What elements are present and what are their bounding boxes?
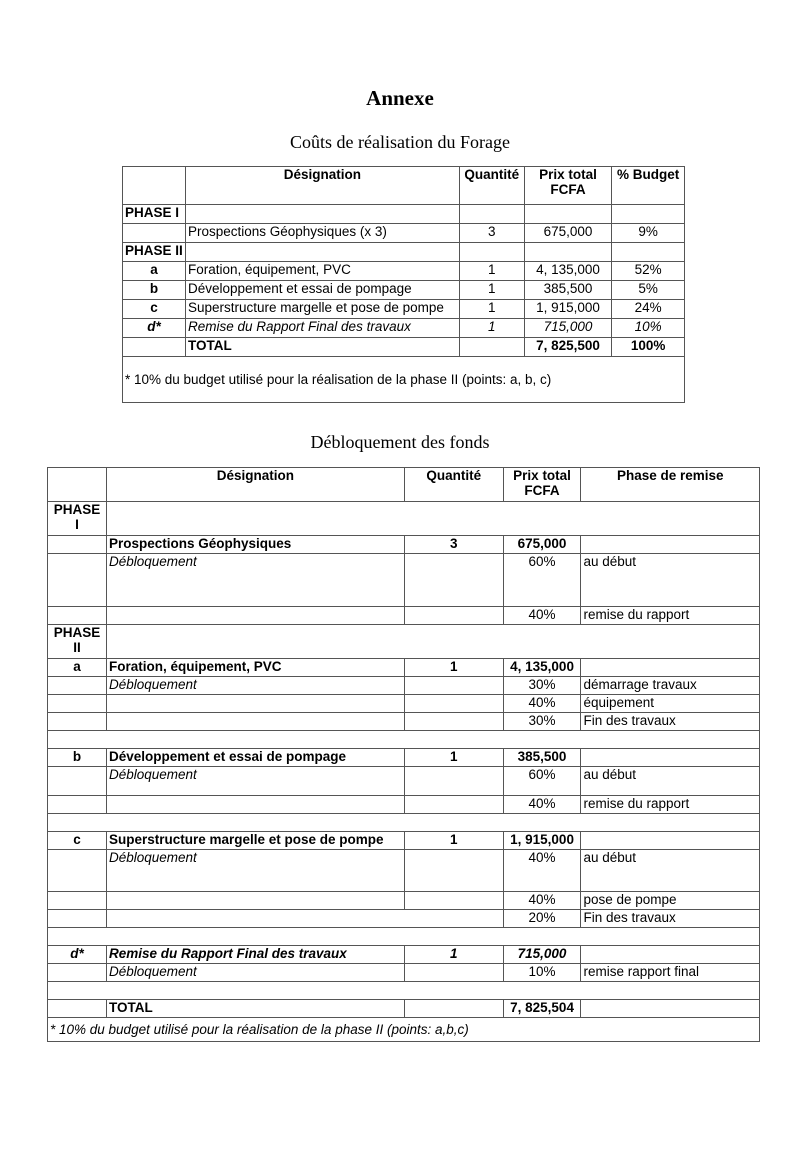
- tranche-row: [48, 554, 760, 607]
- spacer-row: [48, 928, 760, 946]
- header-budget: % Budget: [612, 167, 685, 205]
- row-qty: 1: [459, 281, 524, 300]
- row-qty: 1: [459, 300, 524, 319]
- item-code: b: [48, 749, 107, 767]
- item-price: 715,000: [503, 946, 581, 964]
- debloquement-label: Débloquement: [106, 554, 404, 607]
- tranche-row: [48, 796, 760, 814]
- tranche-row: [48, 850, 760, 892]
- document-title: Annexe: [366, 86, 434, 110]
- row-pct: 10%: [612, 319, 685, 338]
- item-label: Prospections Géophysiques: [106, 536, 404, 554]
- row-price: 385,500: [524, 281, 612, 300]
- row-price: 675,000: [524, 224, 612, 243]
- spacer-row: [48, 814, 760, 832]
- row-pct: 24%: [612, 300, 685, 319]
- row-label: Foration, équipement, PVC: [185, 262, 459, 281]
- table-row: [123, 319, 685, 338]
- header-designation: Désignation: [185, 167, 459, 205]
- tranche-when: équipement: [581, 695, 760, 713]
- row-pct: 9%: [612, 224, 685, 243]
- item-qty: 1: [404, 749, 503, 767]
- row-price: 4, 135,000: [524, 262, 612, 281]
- phase-label: PHASE I: [123, 205, 186, 224]
- tranche-pct: 30%: [503, 713, 581, 731]
- note-row: [123, 357, 685, 403]
- tranche-when: au début: [581, 767, 760, 796]
- cost-table: [122, 166, 685, 403]
- row-code: c: [123, 300, 186, 319]
- item-label: Développement et essai de pompage: [106, 749, 404, 767]
- item-price: 4, 135,000: [503, 659, 581, 677]
- table-row: [123, 262, 685, 281]
- section1-heading: Coûts de réalisation du Forage: [290, 132, 510, 152]
- tranche-when: démarrage travaux: [581, 677, 760, 695]
- footnote: * 10% du budget utilisé pour la réalisation de la phase II (points: a, b, c): [123, 357, 685, 403]
- item-code: a: [48, 659, 107, 677]
- tranche-row: [48, 677, 760, 695]
- tranche-row: [48, 892, 760, 910]
- item-price: 1, 915,000: [503, 832, 581, 850]
- row-pct: 5%: [612, 281, 685, 300]
- item-row: [48, 749, 760, 767]
- release-table: [47, 467, 760, 1042]
- row-label: Superstructure margelle et pose de pompe: [185, 300, 459, 319]
- item-row: [48, 536, 760, 554]
- section2-heading: Débloquement des fonds: [310, 432, 490, 452]
- tranche-row: [48, 964, 760, 982]
- item-label: Superstructure margelle et pose de pompe: [106, 832, 404, 850]
- item-row: [48, 832, 760, 850]
- tranche-row: [48, 767, 760, 796]
- row-price: 1, 915,000: [524, 300, 612, 319]
- row-price: 715,000: [524, 319, 612, 338]
- tranche-pct: 30%: [503, 677, 581, 695]
- tranche-when: pose de pompe: [581, 892, 760, 910]
- tranche-when: au début: [581, 554, 760, 607]
- item-code: c: [48, 832, 107, 850]
- tranche-row: [48, 713, 760, 731]
- item-row: [48, 659, 760, 677]
- total-row: [48, 1000, 760, 1018]
- item-label: Remise du Rapport Final des travaux: [106, 946, 404, 964]
- row-label: Prospections Géophysiques (x 3): [185, 224, 459, 243]
- tranche-pct: 40%: [503, 607, 581, 625]
- table-row: [123, 300, 685, 319]
- tranche-pct: 60%: [503, 767, 581, 796]
- header-phase-remise: Phase de remise: [581, 468, 760, 502]
- tranche-when: remise rapport final: [581, 964, 760, 982]
- spacer-row: [48, 731, 760, 749]
- item-qty: 1: [404, 659, 503, 677]
- item-label: Foration, équipement, PVC: [106, 659, 404, 677]
- table-row: [48, 502, 760, 536]
- total-price: 7, 825,500: [524, 338, 612, 357]
- item-price: 675,000: [503, 536, 581, 554]
- tranche-pct: 40%: [503, 850, 581, 892]
- footnote: * 10% du budget utilisé pour la réalisation de la phase II (points: a,b,c): [48, 1018, 760, 1042]
- tranche-when: remise du rapport: [581, 796, 760, 814]
- row-code: a: [123, 262, 186, 281]
- header-prix-total: Prix total FCFA: [503, 468, 581, 502]
- tranche-pct: 10%: [503, 964, 581, 982]
- row-pct: 52%: [612, 262, 685, 281]
- debloquement-label: Débloquement: [106, 767, 404, 796]
- total-price: 7, 825,504: [503, 1000, 581, 1018]
- tranche-pct: 40%: [503, 695, 581, 713]
- total-label: TOTAL: [185, 338, 459, 357]
- row-qty: 1: [459, 262, 524, 281]
- table-row: [123, 205, 685, 224]
- tranche-row: [48, 910, 760, 928]
- item-code: d*: [48, 946, 107, 964]
- tranche-when: Fin des travaux: [581, 910, 760, 928]
- row-label: Remise du Rapport Final des travaux: [185, 319, 459, 338]
- item-qty: 1: [404, 946, 503, 964]
- phase-label: PHASE II: [123, 243, 186, 262]
- debloquement-label: Débloquement: [106, 850, 404, 892]
- tranche-when: au début: [581, 850, 760, 892]
- item-qty: 3: [404, 536, 503, 554]
- tranche-pct: 40%: [503, 796, 581, 814]
- tranche-pct: 60%: [503, 554, 581, 607]
- row-qty: 1: [459, 319, 524, 338]
- row-label: Développement et essai de pompage: [185, 281, 459, 300]
- phase-label: PHASE II: [48, 625, 107, 659]
- tranche-pct: 40%: [503, 892, 581, 910]
- row-qty: 3: [459, 224, 524, 243]
- note-row: [48, 1018, 760, 1042]
- debloquement-label: Débloquement: [106, 677, 404, 695]
- total-label: TOTAL: [106, 1000, 404, 1018]
- cost-table-header: [123, 167, 685, 205]
- total-pct: 100%: [612, 338, 685, 357]
- table-row: [123, 224, 685, 243]
- header-prix-total: Prix total FCFA: [524, 167, 612, 205]
- spacer-row: [48, 982, 760, 1000]
- release-table-header: [48, 468, 760, 502]
- table-row: [123, 281, 685, 300]
- header-quantite: Quantité: [404, 468, 503, 502]
- total-row: [123, 338, 685, 357]
- table-row: [48, 625, 760, 659]
- tranche-row: [48, 607, 760, 625]
- phase-label: PHASE I: [48, 502, 107, 536]
- tranche-row: [48, 695, 760, 713]
- item-qty: 1: [404, 832, 503, 850]
- tranche-pct: 20%: [503, 910, 581, 928]
- tranche-when: remise du rapport: [581, 607, 760, 625]
- item-price: 385,500: [503, 749, 581, 767]
- header-quantite: Quantité: [459, 167, 524, 205]
- header-designation: Désignation: [106, 468, 404, 502]
- item-row: [48, 946, 760, 964]
- row-code: b: [123, 281, 186, 300]
- row-code: d*: [123, 319, 186, 338]
- table-row: [123, 243, 685, 262]
- tranche-when: Fin des travaux: [581, 713, 760, 731]
- debloquement-label: Débloquement: [106, 964, 404, 982]
